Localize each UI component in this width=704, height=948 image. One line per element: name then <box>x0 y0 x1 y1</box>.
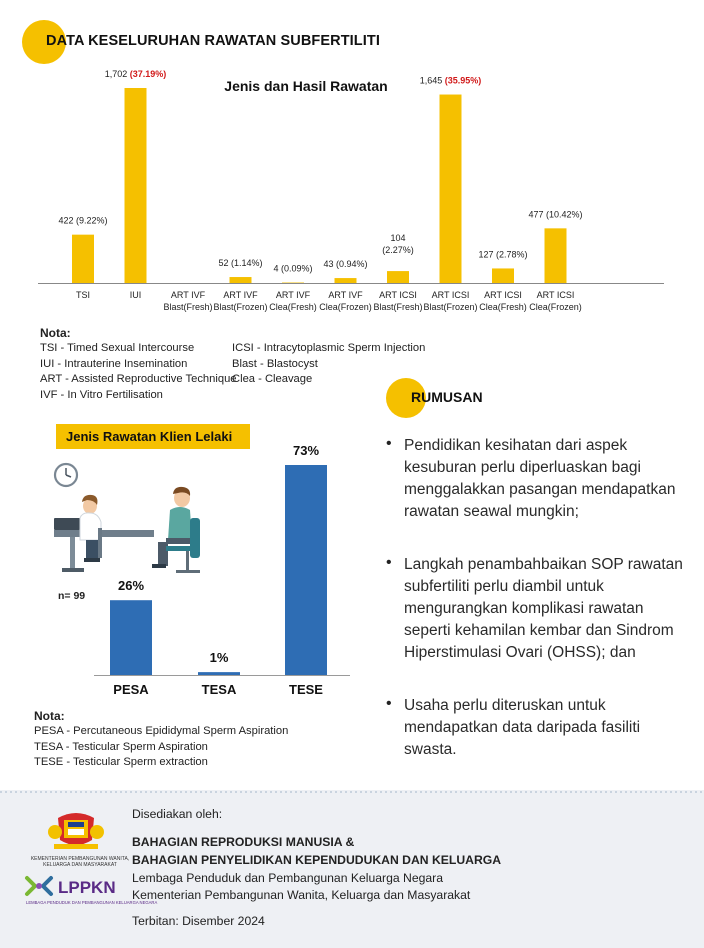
note-item: Clea - Cleavage <box>232 373 313 385</box>
chart2-value-label: 26% <box>117 578 145 594</box>
sample-size: n= 99 <box>58 590 86 602</box>
bullet-icon: • <box>386 554 392 571</box>
chart1-category-label: Blast(Frozen) <box>213 302 268 312</box>
chart1-category-label: ART ICSI <box>431 290 470 300</box>
chart1-bar <box>492 268 514 283</box>
chart1-category-label: Clea(Fresh) <box>269 302 317 312</box>
chart2-bar <box>285 465 327 675</box>
chart1-value-label: 43 (0.94%) <box>323 259 368 270</box>
chart1-value-label: 4 (0.09%) <box>273 263 313 274</box>
notes2-list <box>34 724 288 771</box>
ministry-crest-logo <box>46 810 106 852</box>
footer-divider <box>0 790 704 798</box>
chart1-category-label: TSI <box>75 290 91 300</box>
chart1-category-label: Blast(Fresh) <box>373 302 423 312</box>
chart2-value-label: 1% <box>209 650 229 666</box>
note-item: Blast - Blastocyst <box>232 357 318 370</box>
chart1-category-label: ART IVF <box>170 290 206 300</box>
bullet-icon: • <box>386 435 392 452</box>
lppkn-logo-caption: LEMBAGA PENDUDUK DAN PEMBANGUNAN KELUARGA NEGARA <box>26 900 158 905</box>
chart1-value-label: 1,645 (35.95%) <box>419 75 482 86</box>
chart1-category-label: ART ICSI <box>379 290 417 300</box>
rumusan-item <box>386 554 686 664</box>
note-item: ART - Assisted Reproductive Technique <box>40 373 237 385</box>
chart1-category-label: ART IVF <box>275 290 311 300</box>
chart1-bar <box>72 235 94 283</box>
notes1-col1 <box>40 341 237 403</box>
page-title: DATA KESELURUHAN RAWATAN SUBFERTILITI <box>46 33 380 49</box>
notes2-title: Nota: <box>34 709 65 723</box>
chart1-value-label: 127 (2.78%) <box>478 249 528 260</box>
footer <box>0 790 704 948</box>
ministry-logo-caption: KEMENTERIAN PEMBANGUNAN WANITA, KELUARGA DAN MASYARAKAT <box>30 856 130 868</box>
chart1-value-label: 422 (9.22%) <box>58 215 108 226</box>
chart1-value-label: 477 (10.42%) <box>528 209 583 220</box>
chart1-category-label: Clea(Frozen) <box>529 302 582 312</box>
chart1-bar <box>230 277 252 283</box>
rumusan-item <box>386 435 686 523</box>
bullet-icon: • <box>386 695 392 712</box>
rumusan-title: RUMUSAN <box>411 389 483 405</box>
chart1-value-label: 52 (1.14%) <box>218 258 263 269</box>
lppkn-logo-mark <box>24 875 54 899</box>
chart2-value-label: 73% <box>292 443 320 458</box>
chart2-bar <box>110 600 152 675</box>
chart1-category-label: ART ICSI <box>484 290 522 300</box>
agency-name: Lembaga Penduduk dan Pembangunan Keluarga Negara <box>132 871 444 885</box>
chart1-category-label: Blast(Frozen) <box>423 302 478 312</box>
chart1-value-label: 104 <box>390 233 406 244</box>
chart1-category-label: Blast(Fresh) <box>163 302 213 312</box>
treatment-bar-chart <box>0 60 704 322</box>
chart2-category-label: TESA <box>201 682 237 697</box>
chart1-category-label: ART IVF <box>328 290 363 300</box>
chart1-value-label: 1,702 (37.19%) <box>104 69 167 79</box>
note-item: IUI - Intrauterine Insemination <box>40 357 188 370</box>
prepared-by: Disediakan oleh: <box>132 807 223 821</box>
note-item: TSI - Timed Sexual Intercourse <box>40 342 195 354</box>
ministry-name: Kementerian Pembangunan Wanita, Keluarga dan Masyarakat <box>132 888 471 902</box>
chart1-bar <box>125 88 147 283</box>
chart2-category-label: PESA <box>113 682 149 697</box>
chart1-bar <box>545 228 567 283</box>
rumusan-text: Pendidikan kesihatan dari aspek kesuburan perlu diperluaskan bagi menggalakkan pasangan mendapatkan rawatan seawal mungkin; <box>404 437 676 520</box>
notes1-title: Nota: <box>40 326 71 340</box>
lppkn-logo-text: LPPKN <box>58 878 116 897</box>
note-item: ICSI - Intracytoplasmic Sperm Injection <box>232 342 426 354</box>
org-name-2: BAHAGIAN PENYELIDIKAN KEPENDUDUKAN DAN KELUARGA <box>132 853 502 867</box>
note-item: IVF - In Vitro Fertilisation <box>40 388 163 401</box>
chart1-category-label: Clea(Frozen) <box>319 302 372 312</box>
chart1-value-pct: (2.27%) <box>382 245 414 256</box>
note-item: TESE - Testicular Sperm extraction <box>34 756 208 768</box>
chart1-category-label: ART IVF <box>223 290 258 300</box>
chart1-category-label: IUI <box>129 290 142 300</box>
chart1-bar <box>387 271 409 283</box>
publication-date: Terbitan: Disember 2024 <box>132 914 265 928</box>
rumusan-text: Usaha perlu diteruskan untuk mendapatkan data daripada fasiliti swasta. <box>404 697 641 758</box>
chart1-category-label: Clea(Fresh) <box>479 302 527 312</box>
chart1-bar <box>335 278 357 283</box>
note-item: PESA - Percutaneous Epididymal Sperm Aspiration <box>34 725 289 737</box>
chart1-bar <box>440 95 462 283</box>
clock-icon <box>55 464 77 486</box>
chart2-category-label: TESE <box>289 682 323 697</box>
chart1-title: Jenis dan Hasil Rawatan <box>224 78 388 94</box>
male-treatment-bar-chart <box>80 436 370 702</box>
chart2-bar <box>198 672 240 675</box>
org-name-1: BAHAGIAN REPRODUKSI MANUSIA & <box>132 835 355 849</box>
rumusan-item <box>386 695 686 761</box>
rumusan-text: Langkah penambahbaikan SOP rawatan subfertiliti perlu diambil untuk mengurangkan komplikasi rawatan seperti kehamilan kembar dan Sindrom Hiperstimulasi Ovari (OHSS); dan <box>404 556 683 661</box>
note-item: TESA - Testicular Sperm Aspiration <box>34 740 208 753</box>
chart1-category-label: ART ICSI <box>536 290 575 300</box>
male-chart-title: Jenis Rawatan Klien Lelaki <box>66 429 233 444</box>
